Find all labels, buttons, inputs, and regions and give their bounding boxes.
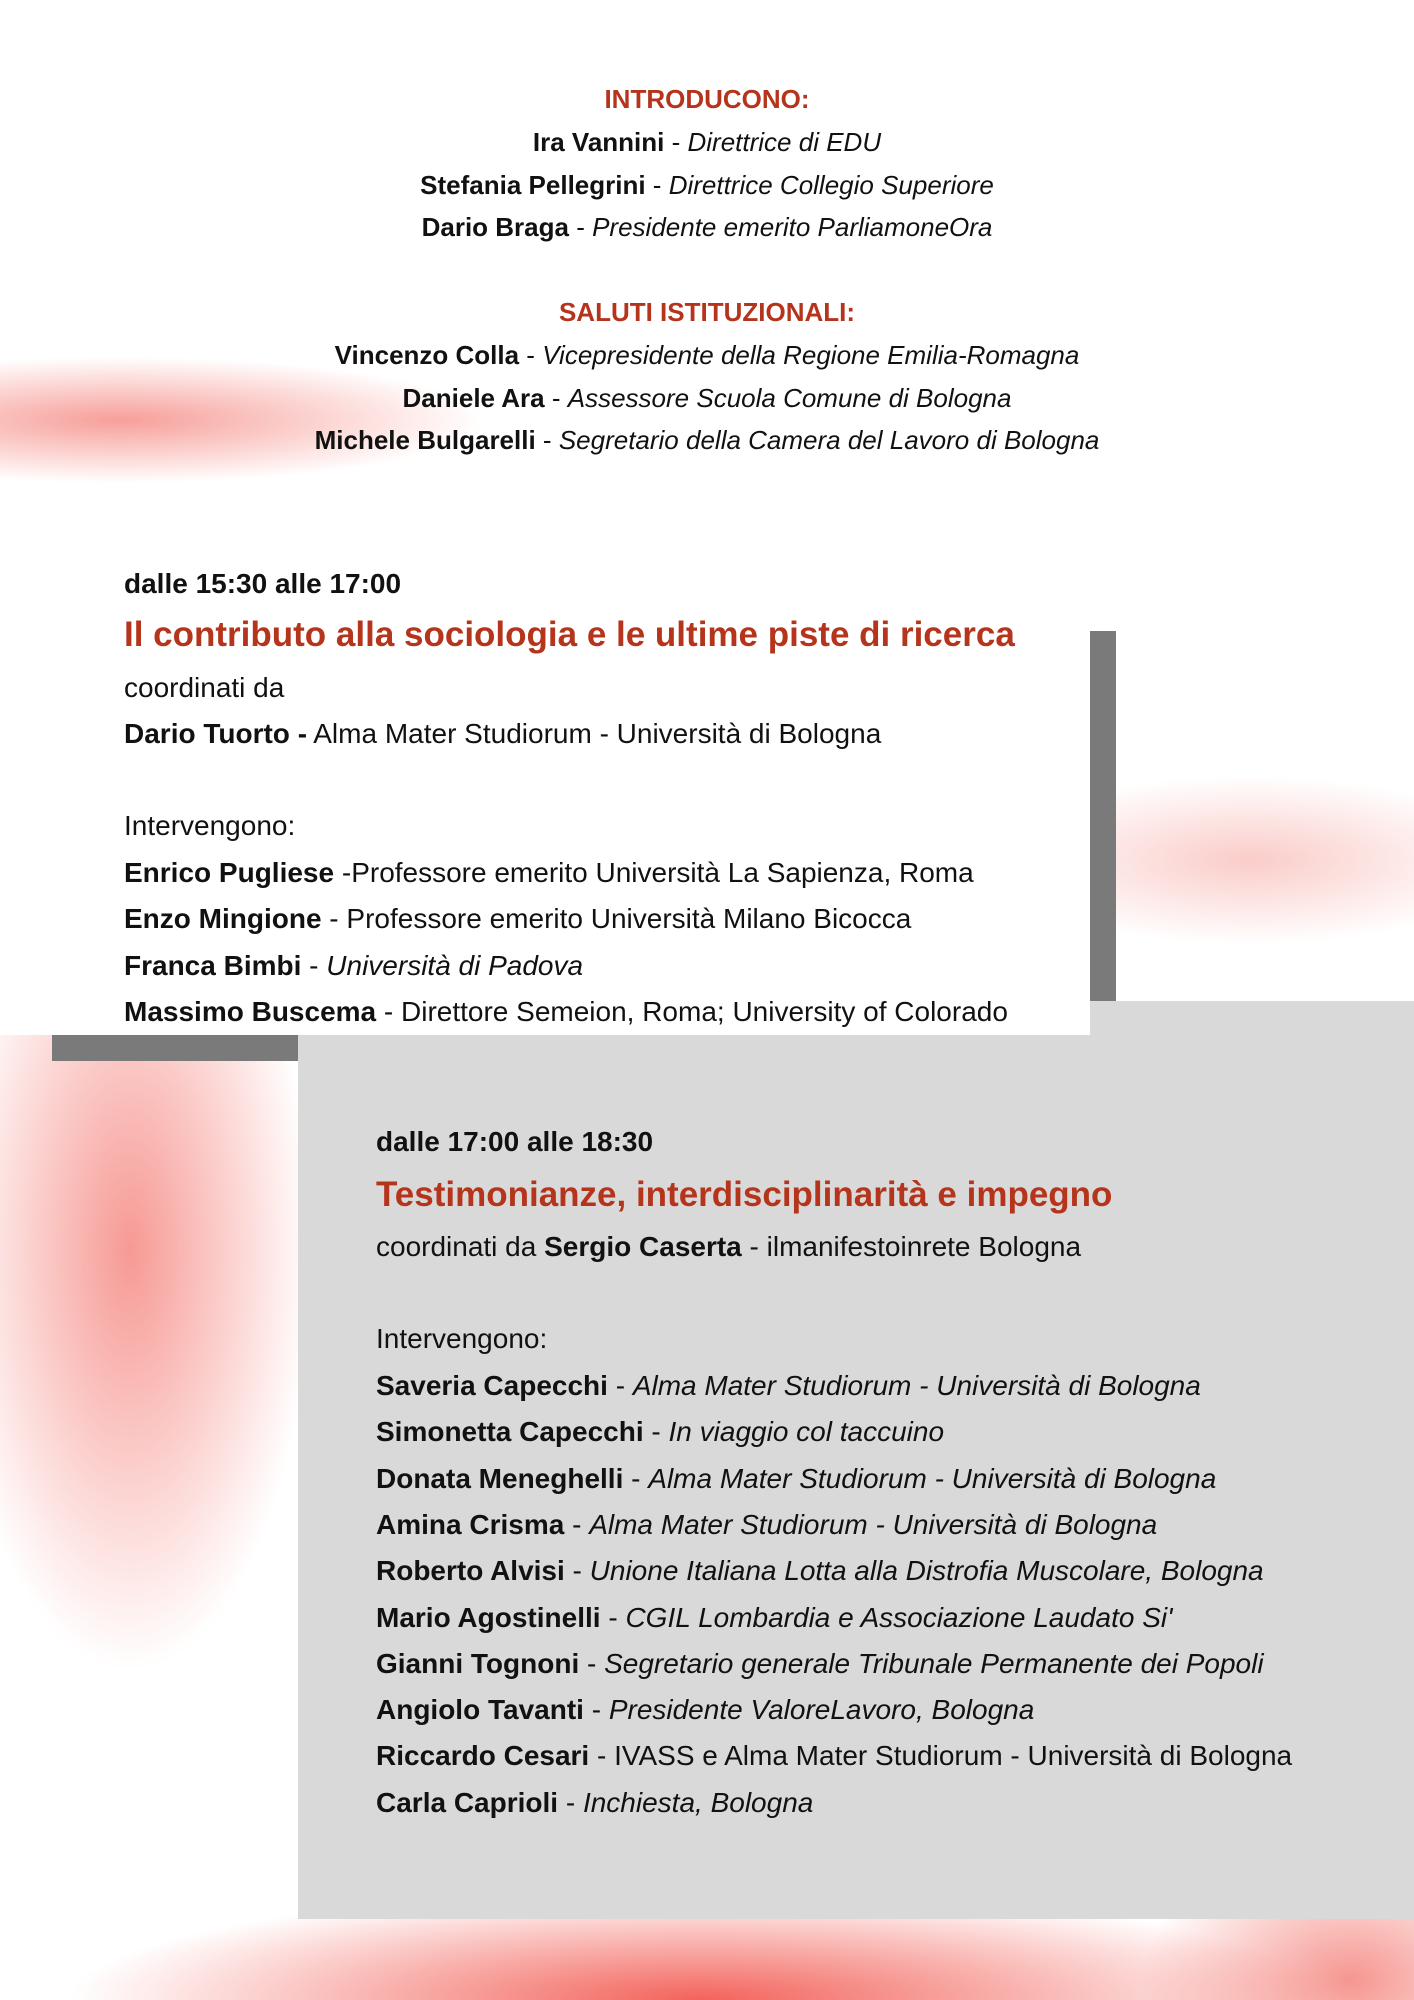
session1-title: Il contributo alla sociologia e le ultime piste di ricerca	[124, 615, 1015, 654]
session2-title: Testimonianze, interdisciplinarità e impegno	[376, 1175, 1113, 1214]
speaker-role: IVASS e Alma Mater Studiorum - Università di Bologna	[614, 1740, 1293, 1772]
separator: -	[564, 1555, 590, 1587]
speaker-row	[376, 1369, 1201, 1403]
speaker-role: Segretario generale Tribunale Permanente dei Popoli	[604, 1647, 1264, 1679]
speaker-name: Franca Bimbi	[124, 949, 302, 981]
separator: -	[645, 169, 669, 200]
person-name: Michele Bulgarelli	[314, 425, 536, 455]
speaker-row	[376, 1601, 1172, 1635]
speaker-name: Amina Crisma	[376, 1508, 565, 1540]
person-role: Assessore Scuola Comune di Bologna	[567, 382, 1012, 413]
separator: -	[519, 340, 543, 370]
speaker-row	[124, 949, 583, 983]
introducono-heading: INTRODUCONO:	[604, 84, 810, 114]
person-name: Daniele Ara	[402, 382, 545, 413]
saluti-heading: SALUTI ISTITUZIONALI:	[558, 297, 856, 327]
speaker-row	[376, 1554, 1264, 1588]
speaker-role: Professore emerito Università La Sapienza, Roma	[351, 857, 974, 888]
speaker-name: Angiolo Tavanti	[376, 1694, 584, 1726]
separator: -	[579, 1647, 605, 1679]
speaker-role: Alma Mater Studiorum - Università di Bologna	[648, 1462, 1217, 1494]
speaker-row	[376, 1462, 1216, 1496]
speaker-role: Direttore Semeion, Roma; University of Colorado	[401, 995, 1008, 1027]
person-row	[0, 169, 1414, 201]
speaker-role: In viaggio col taccuino	[668, 1416, 945, 1448]
separator: -	[544, 382, 568, 413]
person-name: Ira Vannini	[532, 127, 665, 157]
speaker-row	[376, 1693, 1034, 1727]
coord-label: coordinati da	[376, 1231, 545, 1262]
speaker-name: Massimo Buscema	[124, 995, 377, 1027]
person-row	[0, 126, 1414, 158]
person-row	[0, 211, 1414, 243]
separator: -	[334, 857, 352, 888]
session2-coordinator	[376, 1230, 1081, 1264]
separator: -	[583, 1694, 609, 1726]
speaker-role: Università di Padova	[326, 949, 584, 981]
separator: -	[568, 212, 593, 242]
session2-time: dalle 17:00 alle 18:30	[376, 1126, 654, 1157]
session1-coordinator	[124, 717, 881, 751]
separator: -	[535, 425, 559, 455]
separator: -	[558, 1786, 583, 1818]
speaker-row	[376, 1786, 813, 1820]
person-role: Segretario della Camera del Lavoro di Bologna	[558, 425, 1100, 455]
session1-speakers-label: Intervengono:	[124, 810, 296, 841]
speaker-row	[124, 902, 911, 936]
session1-time: dalle 15:30 alle 17:00	[124, 568, 402, 599]
speaker-name: Roberto Alvisi	[376, 1555, 565, 1587]
speaker-role: Presidente ValoreLavoro, Bologna	[608, 1694, 1035, 1726]
session1-coord-label: coordinati da	[124, 672, 285, 703]
coordinator-role: Alma Mater Studiorum - Università di Bologna	[307, 718, 882, 749]
separator: -	[376, 995, 401, 1027]
speaker-row	[376, 1508, 1157, 1542]
session2-speakers-label: Intervengono:	[376, 1323, 548, 1354]
speaker-role: Alma Mater Studiorum - Università di Bologna	[589, 1508, 1158, 1540]
speaker-name: Simonetta Capecchi	[376, 1416, 644, 1448]
separator: -	[664, 127, 688, 157]
speaker-name: Saveria Capecchi	[376, 1370, 608, 1401]
speaker-row	[124, 856, 974, 890]
speaker-name: Mario Agostinelli	[376, 1601, 601, 1633]
speaker-name: Enzo Mingione	[124, 903, 322, 935]
separator: -	[301, 949, 327, 981]
separator: -	[564, 1508, 590, 1540]
separator: -	[321, 903, 347, 935]
speaker-role: Professore emerito Università Milano Bicocca	[346, 903, 912, 935]
speaker-name: Donata Meneghelli	[376, 1462, 624, 1494]
person-role: Presidente emerito ParliamoneOra	[592, 212, 993, 242]
person-name: Stefania Pellegrini	[420, 169, 646, 200]
separator: -	[623, 1462, 649, 1494]
person-row	[0, 424, 1414, 456]
speaker-row	[376, 1647, 1264, 1681]
speaker-name: Carla Caprioli	[376, 1786, 559, 1818]
speaker-role: Alma Mater Studiorum - Università di Bologna	[632, 1370, 1201, 1401]
speaker-row	[376, 1415, 944, 1449]
person-row	[0, 339, 1414, 371]
speaker-role: Unione Italiana Lotta alla Distrofia Muscolare, Bologna	[589, 1555, 1264, 1587]
person-role: Vicepresidente della Regione Emilia-Romagna	[542, 340, 1080, 370]
coordinator-name: Dario Tuorto -	[124, 718, 308, 749]
person-name: Dario Braga	[421, 212, 569, 242]
speaker-name: Gianni Tognoni	[376, 1647, 580, 1679]
person-name: Vincenzo Colla	[334, 340, 520, 370]
speaker-row	[124, 995, 1008, 1029]
speaker-name: Enrico Pugliese	[124, 857, 335, 888]
separator: -	[589, 1740, 615, 1772]
speaker-name: Riccardo Cesari	[376, 1740, 590, 1772]
coordinator-role: - ilmanifestoinrete Bologna	[741, 1231, 1082, 1262]
coordinator-name: Sergio Caserta	[544, 1231, 742, 1262]
separator: -	[600, 1601, 626, 1633]
separator: -	[643, 1416, 669, 1448]
speaker-row	[376, 1739, 1292, 1773]
speaker-role: Inchiesta, Bologna	[582, 1786, 814, 1818]
person-role: Direttrice Collegio Superiore	[668, 169, 994, 200]
person-row	[0, 382, 1414, 414]
separator: -	[607, 1370, 633, 1401]
person-role: Direttrice di EDU	[687, 127, 882, 157]
speaker-role: CGIL Lombardia e Associazione Laudato Si'	[625, 1601, 1173, 1633]
